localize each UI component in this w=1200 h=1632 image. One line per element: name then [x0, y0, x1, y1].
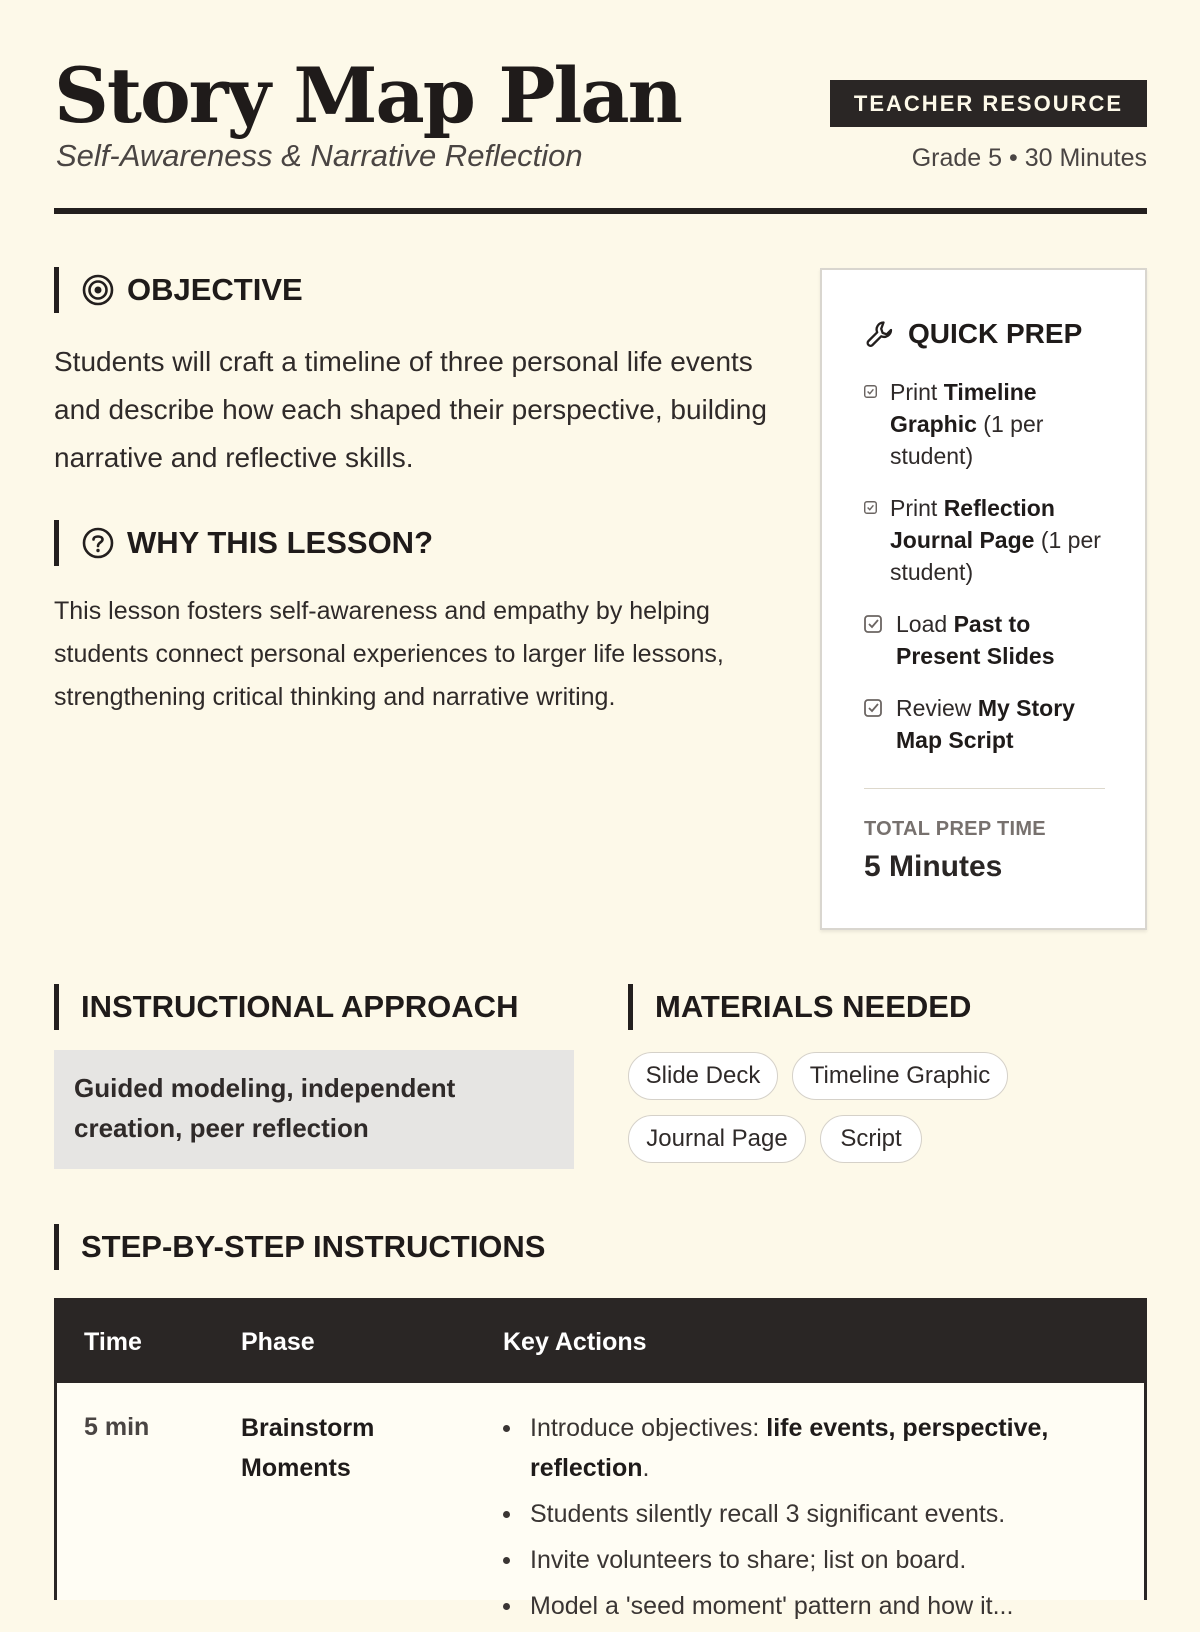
why-text: This lesson fosters self-awareness and empathy by helping students connect personal experiences to larger life lessons, strengthening critical thinking and narrative writing.: [54, 597, 724, 711]
prep-item-note: (1 per student): [890, 411, 1044, 469]
page-subtitle: Self-Awareness & Narrative Reflection: [56, 138, 583, 173]
prep-item: [864, 376, 1114, 472]
why-heading: [54, 520, 433, 566]
action-item: [503, 1540, 1123, 1580]
steps-heading-label: STEP-BY-STEP INSTRUCTIONS: [81, 1229, 546, 1264]
prep-item: [864, 492, 1114, 588]
total-prep-time-label: TOTAL PREP TIME: [864, 818, 1046, 840]
objective-heading: [54, 267, 303, 313]
action-item: [503, 1494, 1123, 1534]
column-header-key-actions: Key Actions: [503, 1328, 647, 1356]
material-chip: Timeline Graphic: [792, 1052, 1008, 1100]
checkbox-icon: [864, 699, 882, 717]
quick-prep-heading-label: QUICK PREP: [908, 318, 1083, 349]
action-text: Model a 'seed moment' pattern and how it...: [530, 1592, 1014, 1620]
prep-divider: [864, 788, 1105, 789]
row-time: 5 min: [84, 1413, 150, 1441]
prep-item-text: Print: [890, 495, 944, 521]
question-circle-icon: [81, 526, 115, 560]
grade-duration-meta: Grade 5 • 30 Minutes: [911, 144, 1147, 172]
action-text-end: .: [642, 1454, 650, 1482]
page-title: Story Map Plan: [54, 51, 681, 140]
row-phase: Brainstorm Moments: [241, 1414, 375, 1482]
page-header: [54, 52, 1147, 214]
action-text: Introduce objectives:: [530, 1414, 767, 1442]
action-item: [503, 1586, 1123, 1626]
steps-heading: [54, 1224, 546, 1270]
prep-item-bold: Timeline Graphic: [890, 379, 1037, 437]
column-header-time: Time: [84, 1328, 142, 1356]
prep-item: [864, 692, 1114, 756]
steps-table: [54, 1298, 1147, 1620]
material-chip: Slide Deck: [628, 1052, 778, 1100]
prep-item-text: Review: [896, 695, 978, 721]
material-chip: Journal Page: [628, 1115, 806, 1163]
objective-heading-label: OBJECTIVE: [127, 272, 303, 307]
prep-item-text: Load: [896, 611, 954, 637]
row-actions: [503, 1408, 1123, 1632]
approach-heading: [54, 984, 518, 1030]
action-bold: life events, perspective, reflection: [530, 1414, 1049, 1482]
approach-text: Guided modeling, independent creation, peer reflection: [54, 1050, 574, 1169]
prep-item-bold: My Story Map Script: [896, 695, 1075, 753]
steps-table-header: [57, 1301, 1144, 1383]
action-text: Invite volunteers to share; list on board.: [530, 1546, 967, 1574]
prep-item-text: Print: [890, 379, 944, 405]
checkbox-icon: [864, 501, 877, 514]
checkbox-icon: [864, 385, 877, 398]
material-chip: Script: [820, 1115, 922, 1163]
approach-heading-label: INSTRUCTIONAL APPROACH: [81, 989, 519, 1024]
quick-prep-heading: [864, 318, 1082, 350]
prep-item-bold: Reflection Journal Page: [890, 495, 1055, 553]
materials-heading: [628, 984, 971, 1030]
objective-text: Students will craft a timeline of three personal life events and describe how each shaped their perspective, building narrative and reflective skills.: [54, 346, 767, 473]
lesson-plan-page: [54, 0, 1147, 1620]
prep-item-bold: Past to Present Slides: [896, 611, 1055, 669]
column-header-phase: Phase: [241, 1328, 315, 1356]
wrench-icon: [864, 318, 896, 350]
checkbox-icon: [864, 615, 882, 633]
why-heading-label: WHY THIS LESSON?: [127, 525, 434, 560]
prep-item-note: (1 per student): [890, 527, 1101, 585]
prep-item: [864, 608, 1114, 672]
quick-prep-list: [864, 376, 1114, 776]
quick-prep-card: [820, 268, 1147, 930]
materials-heading-label: MATERIALS NEEDED: [655, 989, 972, 1024]
target-icon: [81, 273, 115, 307]
total-prep-time-value: 5 Minutes: [864, 850, 1003, 883]
teacher-resource-badge: TEACHER RESOURCE: [830, 80, 1147, 127]
action-item: [503, 1408, 1123, 1488]
action-text: Students silently recall 3 significant events.: [530, 1500, 1006, 1528]
